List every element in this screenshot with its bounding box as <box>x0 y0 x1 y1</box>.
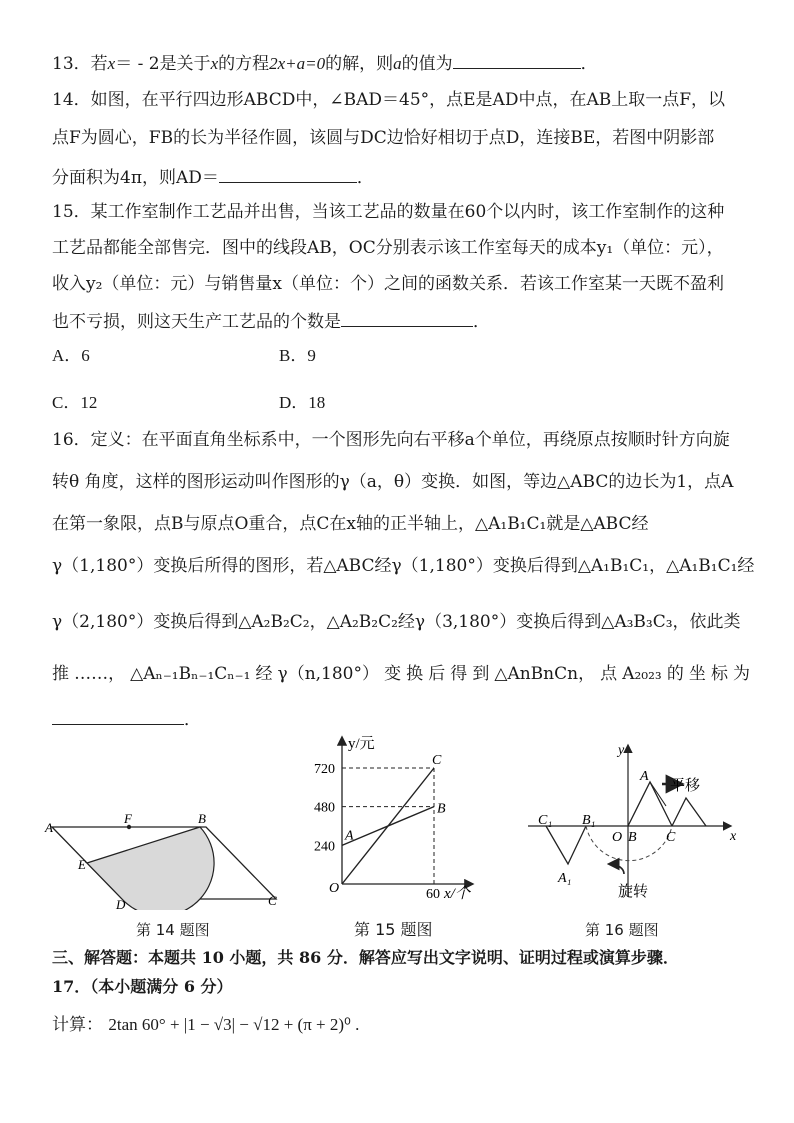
answer-blank-13[interactable] <box>453 50 581 69</box>
question-16-line-4: γ（1,180°）变换后所得的图形，若△ABC经γ（1,180°）变换后得到△A₁B₁C₁，△A₁B₁C₁经 <box>52 556 755 576</box>
label-d: D <box>116 897 126 910</box>
label-c: C <box>268 893 277 908</box>
answer-blank-14[interactable] <box>219 164 357 183</box>
question-17-prompt: 计算： <box>52 1015 103 1035</box>
figure-15-chart <box>312 732 492 904</box>
rotate-arrow <box>610 864 624 874</box>
option-c[interactable]: C．12 <box>52 393 98 412</box>
answer-blank-16[interactable] <box>52 706 184 725</box>
point-b-label: B <box>437 801 446 817</box>
question-16-line-2: 转θ 角度，这样的图形运动叫作图形的γ（a，θ）变换．如图，等边△ABC的边长为1，点A <box>52 472 734 492</box>
triangle-abc <box>628 782 672 826</box>
point-a-label: A <box>345 828 354 844</box>
label-e: E <box>78 857 86 872</box>
question-14-line-1: 14．如图，在平行四边形ABCD中，∠BAD＝45°，点E是AD中点，在AB上取一点F，以 <box>52 90 726 110</box>
question-16-line-3: 在第一象限，点B与原点O重合，点C在x轴的正半轴上，△A₁B₁C₁就是△ABC经 <box>52 514 649 534</box>
rotate-label: 旋转 <box>618 882 649 900</box>
shaded-region <box>87 827 214 910</box>
question-14-line-2: 点F为圆心，FB的长为半径作圆，该圆与DC边恰好相切于点D，连接BE，若图中阴影部 <box>52 128 715 148</box>
label-b1: B₁ <box>582 813 596 828</box>
label-f: F <box>124 811 132 826</box>
x-tick-60: 60 <box>426 887 440 902</box>
figure-16-caption: 第 16 题图 <box>585 921 659 939</box>
label-c1: C₁ <box>538 813 553 828</box>
question-16-line-1: 16．定义：在平面直角坐标系中，一个图形先向右平移a个单位，再绕原点按顺时针方向旋 <box>52 430 730 450</box>
triangle-a1b1c1 <box>546 826 586 864</box>
label-b: B <box>198 811 206 826</box>
origin-label: O <box>329 881 340 896</box>
question-16-line-7: ． <box>52 706 750 732</box>
section-3-heading: 三、解答题：本题共 10 小题，共 86 分．解答应写出文字说明、证明过程或演算步骤． <box>52 948 679 967</box>
question-13: 13．若x＝ - 2是关于x的方程2x+a=0的解，则a的值为 ． <box>52 50 750 76</box>
option-d[interactable]: D．18 <box>279 393 326 412</box>
option-a[interactable]: A．6 <box>52 346 90 365</box>
y-tick-720: 720 <box>314 762 335 777</box>
y-axis-label: y <box>618 743 625 758</box>
question-15-line-3: 收入y₂（单位：元）与销售量x（单位：个）之间的函数关系．若该工作室某一天既不盈利 <box>52 274 725 294</box>
translate-label: 平移 <box>670 776 701 794</box>
y-tick-480: 480 <box>314 800 335 816</box>
y-axis-label: y/元 <box>348 736 375 752</box>
figure-14-caption: 第 14 题图 <box>136 921 210 939</box>
triangle-side <box>650 782 666 806</box>
label-c: C <box>666 830 676 845</box>
label-b: B <box>628 830 637 845</box>
segment-oc <box>342 768 434 884</box>
question-15-line-1: 15．某工作室制作工艺品并出售，当该工艺品的数量在60个以内时，该工作室制作的这种 <box>52 202 725 222</box>
question-17-body <box>52 1013 750 1037</box>
question-16-line-5: γ（2,180°）变换后得到△A₂B₂C₂，△A₂B₂C₂经γ（3,180°）变换后得到△A₃B₃C₃，依此类 <box>52 612 741 632</box>
answer-blank-15[interactable] <box>341 308 473 327</box>
label-a: A <box>640 769 649 784</box>
figure-14 <box>40 808 290 910</box>
x-axis-label: x/个 <box>444 886 470 902</box>
label-a1: A₁ <box>558 871 572 886</box>
x-axis-label: x <box>730 829 737 844</box>
figure-16 <box>524 740 744 910</box>
question-16-line-6: 推 ……， △Aₙ₋₁Bₙ₋₁Cₙ₋₁ 经 γ（n,180°） 变 换 后 得 到 △AnBnCn， 点 A₂₀₂₃ 的 坐 标 为 <box>52 664 750 684</box>
label-o: O <box>612 830 623 845</box>
question-15-line-2: 工艺品都能全部售完．图中的线段AB，OC分别表示该工作室每天的成本y₁（单位：元）， <box>52 238 724 258</box>
figure-15-caption: 第 15 题图 <box>354 920 433 939</box>
label-a: A <box>45 820 53 835</box>
question-15-line-4: 也不亏损，则这天生产工艺品的个数是 ． <box>52 308 750 334</box>
triangle-translated <box>672 798 706 826</box>
y-tick-240: 240 <box>314 839 335 855</box>
question-17-expression: 2tan 60° + |1 − √3| − √12 + (π + 2)⁰ . <box>108 1015 360 1034</box>
question-17-title: 17．（本小题满分 6 分） <box>52 977 233 996</box>
point-c-label: C <box>432 753 442 768</box>
option-b[interactable]: B．9 <box>279 346 316 365</box>
question-14-line-3: 分面积为4π，则AD＝ ． <box>52 164 750 190</box>
